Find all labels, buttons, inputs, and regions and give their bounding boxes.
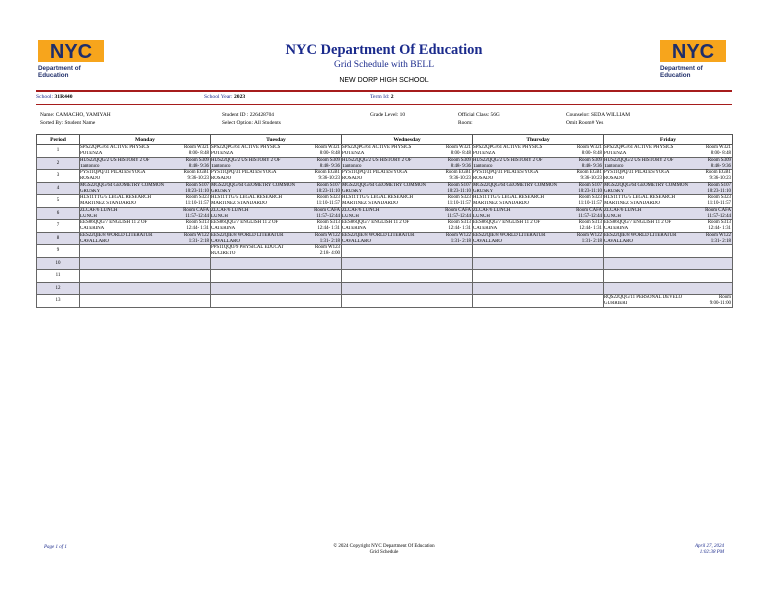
- schedule-cell: [473, 295, 604, 308]
- term-info: Term Id: 2: [370, 94, 394, 100]
- table-row: [37, 232, 733, 245]
- room-number: Room S107: [707, 182, 731, 188]
- print-time: 1:02:38 PM: [699, 550, 724, 555]
- schedule-cell: [604, 257, 733, 270]
- nyc-doe-logo-left: NYC Department of Education: [38, 38, 104, 80]
- schedule-cell: [80, 170, 211, 183]
- course-code: PYS11QPQ/31 PILATES/YOGA: [211, 170, 277, 175]
- table-row: [37, 182, 733, 195]
- period-time: 11:10-11:57: [185, 201, 209, 206]
- room-number: Room S309: [707, 157, 731, 163]
- nyc-doe-logo-right: NYC Department of Education: [660, 38, 726, 80]
- room-number: Room W321: [705, 145, 731, 150]
- teacher-name: MARTINEZ STANDARDO: [473, 201, 529, 206]
- room-number: Room W321: [445, 145, 471, 150]
- period-time: 8:00- 8:48: [581, 151, 602, 156]
- schedule-cell: [604, 270, 733, 283]
- course-code: MGS22QQG/64 GEOMETRY COMMON: [473, 182, 558, 188]
- schedule-cell: [342, 220, 473, 233]
- schedule-cell: [604, 282, 733, 295]
- room-number: Room: [719, 295, 731, 300]
- schedule-cell: [473, 245, 604, 258]
- official-class: Official Class: 56G: [458, 112, 500, 118]
- room-number: Room EGB1: [576, 170, 602, 175]
- teacher-name: ROSADO: [211, 176, 232, 181]
- teacher-name: LUNCH: [473, 213, 490, 219]
- teacher-name: LUNCH: [604, 213, 621, 219]
- copyright: © 2024 Copyright NYC Department Of Education: [333, 544, 435, 549]
- table-row: [37, 170, 733, 183]
- period-time: 9:36-10:23: [187, 176, 209, 181]
- schedule-cell: [604, 195, 733, 208]
- period-number: 13: [37, 295, 80, 308]
- course-code: HUS22QQG/2 US HISTORY 2 OF: [211, 157, 281, 163]
- course-code: PYS11QPQ/31 PILATES/YOGA: [342, 170, 408, 175]
- period-time: 11:10-11:57: [578, 201, 602, 206]
- teacher-name: GURRIERI: [604, 301, 628, 306]
- schedule-cell: [80, 270, 211, 283]
- room-number: Room S309: [447, 157, 471, 163]
- teacher-name: CATERINA: [211, 226, 236, 231]
- room-number: Room CAFA: [705, 207, 731, 213]
- schedule-cell: [342, 282, 473, 295]
- schedule-cell: [604, 220, 733, 233]
- room-number: Room S323: [185, 195, 209, 200]
- period-time: 1:31- 2:18: [450, 238, 471, 244]
- period-time: 11:57-12:44: [707, 213, 731, 219]
- room-number: Room S313: [185, 220, 209, 225]
- period-time: 2:18- 4:00: [319, 251, 340, 256]
- teacher-name: MARTINEZ STANDARDO: [342, 201, 398, 206]
- teacher-name: Tantonico: [473, 163, 493, 169]
- schedule-cell: [473, 220, 604, 233]
- schedule-cell: [211, 182, 342, 195]
- schedule-cell: [342, 257, 473, 270]
- schedule-cell: [211, 207, 342, 220]
- schedule-cell: [80, 282, 211, 295]
- period-time: 11:10-11:57: [447, 201, 471, 206]
- period-number: 7: [37, 220, 80, 233]
- period-number: 6: [37, 207, 80, 220]
- period-number: 4: [37, 182, 80, 195]
- period-time: 11:10-11:57: [316, 201, 340, 206]
- teacher-name: Tantonico: [211, 163, 231, 169]
- room-number: Room S107: [447, 182, 471, 188]
- course-code: EES22QIE/8 WORLD LITERATUR: [342, 232, 415, 238]
- course-code: MGS22QQG/64 GEOMETRY COMMON: [604, 182, 689, 188]
- svg-text:NYC: NYC: [49, 41, 93, 63]
- teacher-name: Tantonico: [342, 163, 362, 169]
- period-number: 10: [37, 257, 80, 270]
- course-code: PYS11QPQ/31 PILATES/YOGA: [604, 170, 670, 175]
- table-row: [37, 145, 733, 158]
- table-row: [37, 157, 733, 170]
- period-time: 8:48- 9:36: [710, 163, 731, 169]
- schedule-cell: [604, 232, 733, 245]
- student-name: Name: CAMACHO, YAMIYAH: [40, 112, 111, 118]
- course-code: HUS22QQG/2 US HISTORY 2 OF: [80, 157, 150, 163]
- room-number: Room EGB1: [445, 170, 471, 175]
- column-header: Monday: [80, 135, 211, 145]
- teacher-name: ROSADO: [473, 176, 494, 181]
- room-number: Room W122: [183, 232, 209, 238]
- schedule-cell: [211, 170, 342, 183]
- schedule-cell: [80, 157, 211, 170]
- period-number: 1: [37, 145, 80, 158]
- course-code: EES86QQG/7 ENGLISH 11 2 OF: [473, 220, 541, 225]
- year-info: School Year: 2023: [204, 94, 246, 100]
- period-number: 11: [37, 270, 80, 283]
- course-code: ZLCAF/6 LUNCH: [473, 207, 511, 213]
- course-code: HLS11TTG/5 LEGAL RESEARCH: [80, 195, 152, 200]
- room-number: Room EGB1: [314, 170, 340, 175]
- course-code: MGS22QQG/64 GEOMETRY COMMON: [342, 182, 427, 188]
- table-row: [37, 220, 733, 233]
- period-time: 9:00-11:00: [709, 301, 731, 306]
- room-number: Room W122: [445, 232, 471, 238]
- teacher-name: POTENZA: [211, 151, 234, 156]
- table-row: [37, 295, 733, 308]
- teacher-name: POTENZA: [80, 151, 103, 156]
- period-time: 8:00- 8:48: [710, 151, 731, 156]
- schedule-cell: [342, 170, 473, 183]
- course-code: SPS22QPG/61 ACTIVE PHYSICS: [342, 145, 412, 150]
- schedule-cell: [342, 295, 473, 308]
- schedule-cell: [211, 220, 342, 233]
- room-number: Room W321: [183, 145, 209, 150]
- course-code: ZLCAF/6 LUNCH: [342, 207, 380, 213]
- schedule-cell: [80, 145, 211, 158]
- table-row: [37, 282, 733, 295]
- report-subtitle: Grid Schedule with BELL: [334, 60, 434, 70]
- schedule-cell: [473, 257, 604, 270]
- period-time: 9:36-10:23: [580, 176, 602, 181]
- schedule-cell: [604, 170, 733, 183]
- report-name: Grid Schedule: [369, 550, 399, 555]
- schedule-cell: [211, 270, 342, 283]
- schedule-cell: [211, 195, 342, 208]
- room-number: Room S323: [578, 195, 602, 200]
- svg-text:NYC: NYC: [671, 41, 715, 63]
- course-code: HLS11TTG/5 LEGAL RESEARCH: [342, 195, 414, 200]
- teacher-name: CAVALLARO: [80, 238, 109, 244]
- period-time: 10:23-11:10: [185, 188, 209, 194]
- period-number: 8: [37, 232, 80, 245]
- teacher-name: Tantonico: [604, 163, 624, 169]
- course-code: HLS11TTG/5 LEGAL RESEARCH: [604, 195, 676, 200]
- room-number: Room S309: [185, 157, 209, 163]
- column-header: Friday: [604, 135, 733, 145]
- room-number: Room EGB1: [183, 170, 209, 175]
- room-number: Room CAFA: [576, 207, 602, 213]
- period-time: 12:44- 1:31: [317, 226, 340, 231]
- schedule-cell: [473, 232, 604, 245]
- schedule-cell: [342, 207, 473, 220]
- teacher-name: RUCIRETO: [211, 251, 236, 256]
- room-number: Room EGB1: [705, 170, 731, 175]
- period-time: 8:48- 9:36: [319, 163, 340, 169]
- period-number: 2: [37, 157, 80, 170]
- schedule-cell: [80, 220, 211, 233]
- teacher-name: POTENZA: [604, 151, 627, 156]
- table-row: [37, 257, 733, 270]
- table-row: [37, 270, 733, 283]
- schedule-cell: [342, 270, 473, 283]
- period-time: 9:36-10:23: [318, 176, 340, 181]
- course-code: SPS22QPG/61 ACTIVE PHYSICS: [80, 145, 150, 150]
- course-code: RQS22QQG/11 PERSONAL DEVELO: [604, 295, 683, 300]
- sorted-by: Sorted By: Student Name: [40, 120, 96, 126]
- room-number: Room S313: [578, 220, 602, 225]
- schedule-cell: [473, 282, 604, 295]
- period-time: 8:00- 8:48: [450, 151, 471, 156]
- schedule-cell: [473, 157, 604, 170]
- course-code: SPS22QPG/61 ACTIVE PHYSICS: [473, 145, 543, 150]
- period-time: 11:57-12:44: [316, 213, 340, 219]
- period-time: 8:00- 8:48: [188, 151, 209, 156]
- room-number: Room S107: [316, 182, 340, 188]
- teacher-name: MARTINEZ STANDARDO: [211, 201, 267, 206]
- schedule-cell: [80, 195, 211, 208]
- schedule-cell: [604, 157, 733, 170]
- schedule-cell: [342, 157, 473, 170]
- schedule-cell: [473, 145, 604, 158]
- schedule-cell: [80, 257, 211, 270]
- room-number: Room S309: [316, 157, 340, 163]
- room-number: Room W321: [314, 145, 340, 150]
- schedule-cell: [473, 182, 604, 195]
- period-time: 8:48- 9:36: [450, 163, 471, 169]
- course-code: HUS22QQG/2 US HISTORY 2 OF: [342, 157, 412, 163]
- room-number: Room S323: [447, 195, 471, 200]
- schedule-cell: [80, 182, 211, 195]
- room-number: Room W321: [576, 145, 602, 150]
- room-number: Room S107: [578, 182, 602, 188]
- course-code: EES22QIE/8 WORLD LITERATUR: [604, 232, 677, 238]
- schedule-cell: [473, 207, 604, 220]
- teacher-name: CATERINA: [342, 226, 367, 231]
- schedule-cell: [211, 157, 342, 170]
- schedule-cell: [211, 232, 342, 245]
- period-time: 1:31- 2:18: [710, 238, 731, 244]
- period-time: 11:57-12:44: [578, 213, 602, 219]
- period-time: 12:44- 1:31: [186, 226, 209, 231]
- column-header: Period: [37, 135, 80, 145]
- schedule-cell: [80, 245, 211, 258]
- period-time: 8:00- 8:48: [319, 151, 340, 156]
- course-code: MGS22QQG/64 GEOMETRY COMMON: [80, 182, 165, 188]
- column-header: Wednesday: [342, 135, 473, 145]
- room-number: Room S323: [707, 195, 731, 200]
- column-header: Tuesday: [211, 135, 342, 145]
- teacher-name: GRUSKY: [604, 188, 625, 194]
- course-code: PYS11QPQ/31 PILATES/YOGA: [80, 170, 146, 175]
- period-time: 1:31- 2:18: [188, 238, 209, 244]
- teacher-name: CAVALLARO: [604, 238, 633, 244]
- room-number: Room W122: [314, 232, 340, 238]
- period-time: 10:23-11:10: [707, 188, 731, 194]
- page-number: Page 1 of 1: [44, 545, 67, 550]
- teacher-name: LUNCH: [342, 213, 359, 219]
- course-code: EES86QQG/7 ENGLISH 11 2 OF: [604, 220, 672, 225]
- table-row: [37, 245, 733, 258]
- school-info: School: 31R440: [36, 94, 73, 100]
- room-number: Room S313: [707, 220, 731, 225]
- student-id: Student ID : 226428704: [222, 112, 274, 118]
- teacher-name: ROSADO: [342, 176, 363, 181]
- course-code: EES22QIE/8 WORLD LITERATUR: [211, 232, 284, 238]
- course-code: SPS22QPG/61 ACTIVE PHYSICS: [211, 145, 281, 150]
- teacher-name: GRUSKY: [342, 188, 363, 194]
- teacher-name: CAVALLARO: [211, 238, 240, 244]
- schedule-cell: [342, 232, 473, 245]
- period-time: 11:10-11:57: [707, 201, 731, 206]
- room-number: Room S309: [578, 157, 602, 163]
- period-time: 10:23-11:10: [316, 188, 340, 194]
- teacher-name: LUNCH: [211, 213, 228, 219]
- course-code: MGS22QQG/64 GEOMETRY COMMON: [211, 182, 296, 188]
- schedule-cell: [211, 145, 342, 158]
- period-number: 9: [37, 245, 80, 258]
- period-time: 10:23-11:10: [447, 188, 471, 194]
- teacher-name: CATERINA: [604, 226, 629, 231]
- select-option: Select Option: All Students: [222, 120, 281, 126]
- course-code: EES22QIE/8 WORLD LITERATUR: [473, 232, 546, 238]
- course-code: HUS22QQG/2 US HISTORY 2 OF: [604, 157, 674, 163]
- course-code: EES86QQG/7 ENGLISH 11 2 OF: [80, 220, 148, 225]
- room-number: Room W122: [705, 232, 731, 238]
- teacher-name: ROSADO: [604, 176, 625, 181]
- period-time: 12:44- 1:31: [708, 226, 731, 231]
- course-code: EES86QQG/7 ENGLISH 11 2 OF: [342, 220, 410, 225]
- room-number: Room S313: [316, 220, 340, 225]
- info-bar: [36, 90, 732, 105]
- schedule-cell: [342, 145, 473, 158]
- teacher-name: MARTINEZ STANDARDO: [604, 201, 660, 206]
- period-time: 8:48- 9:36: [581, 163, 602, 169]
- schedule-cell: [80, 207, 211, 220]
- schedule-cell: [342, 245, 473, 258]
- course-code: PPS11QQO/9 PHYSICAL EDUCAT: [211, 245, 284, 250]
- schedule-cell: [604, 182, 733, 195]
- period-number: 3: [37, 170, 80, 183]
- period-number: 12: [37, 282, 80, 295]
- period-time: 12:44- 1:31: [579, 226, 602, 231]
- schedule-cell: [604, 295, 733, 308]
- course-code: EES86QQG/7 ENGLISH 11 2 OF: [211, 220, 279, 225]
- page-title: NYC Department Of Education: [285, 42, 483, 58]
- grade-level: Grade Level: 10: [370, 112, 406, 118]
- teacher-name: CATERINA: [80, 226, 105, 231]
- print-date: April 27, 2024: [694, 544, 724, 549]
- teacher-name: ROSADO: [80, 176, 101, 181]
- column-header: Thursday: [473, 135, 604, 145]
- room-number: Room CAFA: [314, 207, 340, 213]
- course-code: HLS11TTG/5 LEGAL RESEARCH: [211, 195, 283, 200]
- schedule-cell: [473, 195, 604, 208]
- schedule-cell: [473, 270, 604, 283]
- teacher-name: CATERINA: [473, 226, 498, 231]
- course-code: EES22QIE/8 WORLD LITERATUR: [80, 232, 153, 238]
- schedule-cell: [604, 207, 733, 220]
- room-number: Room CAFA: [445, 207, 471, 213]
- course-code: HLS11TTG/5 LEGAL RESEARCH: [473, 195, 545, 200]
- room-label: Room:: [458, 120, 473, 126]
- teacher-name: CAVALLARO: [473, 238, 502, 244]
- period-time: 10:23-11:10: [578, 188, 602, 194]
- course-code: ZLCAF/6 LUNCH: [604, 207, 642, 213]
- teacher-name: CAVALLARO: [342, 238, 371, 244]
- schedule-cell: [80, 232, 211, 245]
- table-row: [37, 207, 733, 220]
- teacher-name: MARTINEZ STANDARDO: [80, 201, 136, 206]
- room-number: Room W123: [314, 245, 340, 250]
- teacher-name: Tantonico: [80, 163, 100, 169]
- period-time: 1:31- 2:18: [319, 238, 340, 244]
- teacher-name: LUNCH: [80, 213, 97, 219]
- schedule-cell: [211, 245, 342, 258]
- teacher-name: POTENZA: [342, 151, 365, 156]
- room-number: Room S323: [316, 195, 340, 200]
- room-number: Room S313: [447, 220, 471, 225]
- schedule-cell: [342, 182, 473, 195]
- period-time: 11:57-12:44: [185, 213, 209, 219]
- schedule-cell: [342, 195, 473, 208]
- schedule-cell: [604, 145, 733, 158]
- teacher-name: GRUSKY: [80, 188, 101, 194]
- period-time: 9:36-10:23: [449, 176, 471, 181]
- course-code: ZLCAF/6 LUNCH: [80, 207, 118, 213]
- period-time: 11:57-12:44: [447, 213, 471, 219]
- period-number: 5: [37, 195, 80, 208]
- period-time: 9:36-10:23: [709, 176, 731, 181]
- course-code: SPS22QPG/61 ACTIVE PHYSICS: [604, 145, 674, 150]
- course-code: HUS22QQG/2 US HISTORY 2 OF: [473, 157, 543, 163]
- room-number: Room CAFA: [183, 207, 209, 213]
- school-name: NEW DORP HIGH SCHOOL: [339, 77, 429, 84]
- room-number: Room S107: [185, 182, 209, 188]
- schedule-cell: [211, 257, 342, 270]
- schedule-grid: [36, 134, 733, 308]
- course-code: ZLCAF/6 LUNCH: [211, 207, 249, 213]
- course-code: PYS11QPQ/31 PILATES/YOGA: [473, 170, 539, 175]
- period-time: 12:44- 1:31: [448, 226, 471, 231]
- period-time: 8:48- 9:36: [188, 163, 209, 169]
- teacher-name: GRUSKY: [211, 188, 232, 194]
- counselor: Counselor: SEDA WILLIAM: [566, 112, 630, 118]
- schedule-cell: [211, 282, 342, 295]
- schedule-cell: [473, 170, 604, 183]
- omit-room: Omit Room# Yes: [566, 120, 604, 126]
- table-header-row: [37, 135, 733, 145]
- table-row: [37, 195, 733, 208]
- schedule-cell: [604, 245, 733, 258]
- teacher-name: POTENZA: [473, 151, 496, 156]
- room-number: Room W122: [576, 232, 602, 238]
- teacher-name: GRUSKY: [473, 188, 494, 194]
- schedule-cell: [211, 295, 342, 308]
- schedule-cell: [80, 295, 211, 308]
- period-time: 1:31- 2:18: [581, 238, 602, 244]
